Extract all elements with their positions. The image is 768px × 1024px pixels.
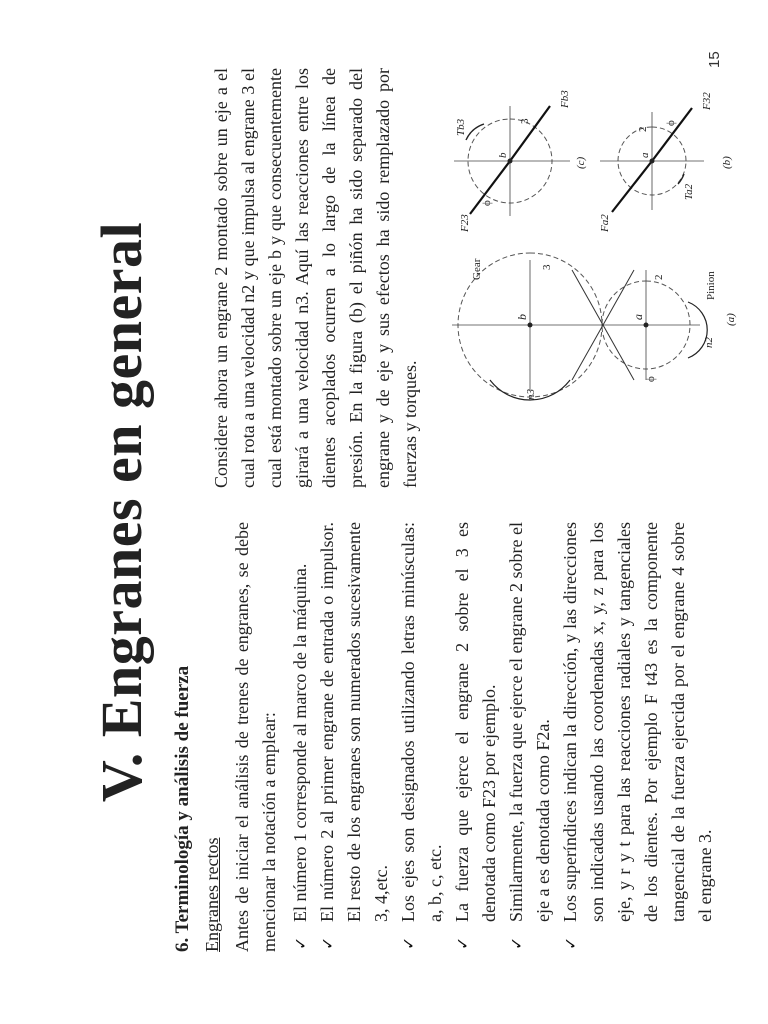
list-item: [395, 522, 449, 952]
gear-number: 3: [519, 118, 531, 124]
force-fb3-label: Fb3: [559, 90, 571, 108]
figure-b-caption: (b): [721, 156, 733, 169]
list-item: [557, 522, 719, 952]
checkmark-icon: ✓: [291, 936, 310, 950]
pressure-angle-label: ϕ: [481, 200, 493, 206]
force-fb3-arrow: [510, 106, 550, 161]
pinion-number: 2: [653, 274, 665, 280]
shaft-b-center: [528, 323, 533, 328]
list-item: [287, 522, 314, 952]
torque-ta2-arrow: [678, 174, 684, 184]
page-number: 15: [706, 51, 723, 68]
section-title: 6. Terminología y análisis de fuerza: [172, 665, 193, 952]
force-f23-arrow: [470, 161, 510, 214]
shaft-a-center: [650, 159, 655, 164]
pinion-label: Pinion: [705, 271, 717, 300]
speed-pinion-label: n2: [703, 337, 715, 348]
force-fa2-label: Fa2: [599, 214, 611, 232]
pinion-rotation-arrow: [688, 302, 707, 358]
checkmark-icon: ✓: [318, 936, 337, 950]
figure-a-caption: (a): [725, 313, 737, 326]
gear-description-paragraph: Considere ahora un engrane 2 montado sobre un eje a el cual rota a una velocidad n2 y que impulsa al engrane 3 el cual está montado sobre un eje b y que consecuentemente girará a una velocidad n3. Aquí las reacciones entre los dientes acoplados ocurren a lo largo de la línea de presión. En la figura (b) el piñón ha sido separado del engrane y de eje y sus efectos ha sido remplazado por fuerzas y torques.: [211, 68, 420, 488]
torque-ta2-label: Ta2: [683, 183, 695, 200]
shaft-a-label: a: [631, 314, 645, 320]
shaft-b-center: [508, 159, 513, 164]
list-item-text: El número 2 al primer engrane de entrada o impulsor. El resto de los engranes son numerados sucesivamente 3, 4,etc.: [317, 522, 391, 922]
shaft-a-label: a: [639, 152, 651, 158]
list-item-text: Similarmente, la fuerza que ejerce el engrane 2 sobre el eje a es denotada como F2a.: [506, 522, 553, 922]
checkmark-icon: ✓: [399, 936, 418, 950]
shaft-b-label: b: [497, 152, 509, 158]
list-item: [449, 522, 503, 952]
force-f32-label: F32: [701, 92, 713, 110]
speed-gear-label: n3: [525, 389, 537, 400]
figure-a-gear-mesh: [450, 244, 738, 420]
figure-b-pinion-free-body: [586, 86, 736, 236]
list-item: [503, 522, 557, 952]
slide-title: V. Engranes en general: [89, 221, 154, 803]
checkmark-icon: ✓: [507, 936, 526, 950]
force-fa2-arrow: [612, 161, 652, 212]
figure-c-caption: (c): [575, 156, 587, 169]
force-f23-label: F23: [459, 214, 471, 232]
gear-number: 3: [541, 264, 553, 270]
intro-paragraph: Antes de iniciar el análisis de trenes de engranes, se debe mencionar la notación a emplear:: [232, 522, 279, 952]
list-item-text: El número 1 corresponde al marco de la máquina.: [290, 563, 310, 922]
list-item-text: Los ejes son designados utilizando letras minúsculas: a, b, c, etc.: [398, 522, 445, 922]
shaft-a-center: [644, 323, 649, 328]
torque-tb3-label: Tb3: [455, 118, 467, 136]
force-f32-arrow: [652, 108, 692, 161]
gear-label: Gear: [471, 258, 483, 280]
torque-tb3-arrow: [466, 124, 484, 140]
left-column: [172, 522, 719, 952]
shaft-b-label: b: [515, 314, 529, 320]
figure-c-gear-free-body: [450, 86, 588, 236]
right-column: [208, 68, 424, 488]
checkmark-icon: ✓: [453, 936, 472, 950]
checkmark-icon: ✓: [561, 936, 580, 950]
subsection-title: Engranes rectos: [202, 837, 222, 952]
pinion-number: 2: [637, 126, 649, 132]
list-item-text: La fuerza que ejerce el engrane 2 sobre el 3 es denotada como F23 por ejemplo.: [452, 522, 499, 922]
list-item-text: Los superíndices indican la dirección, y las direcciones son indicadas usando las coordenadas x, y, z para los eje, y r y t para las reacciones radiales y tangenciales de los dientes. Por ejemplo F t43 es la componente tangencial de la fuerza ejercida por el engrane 4 sobre el engrane 3.: [560, 522, 715, 922]
list-item: [314, 522, 395, 952]
pressure-angle-label: ϕ: [645, 376, 657, 382]
pressure-angle-label: ϕ: [665, 120, 677, 126]
notation-list: [287, 522, 719, 952]
